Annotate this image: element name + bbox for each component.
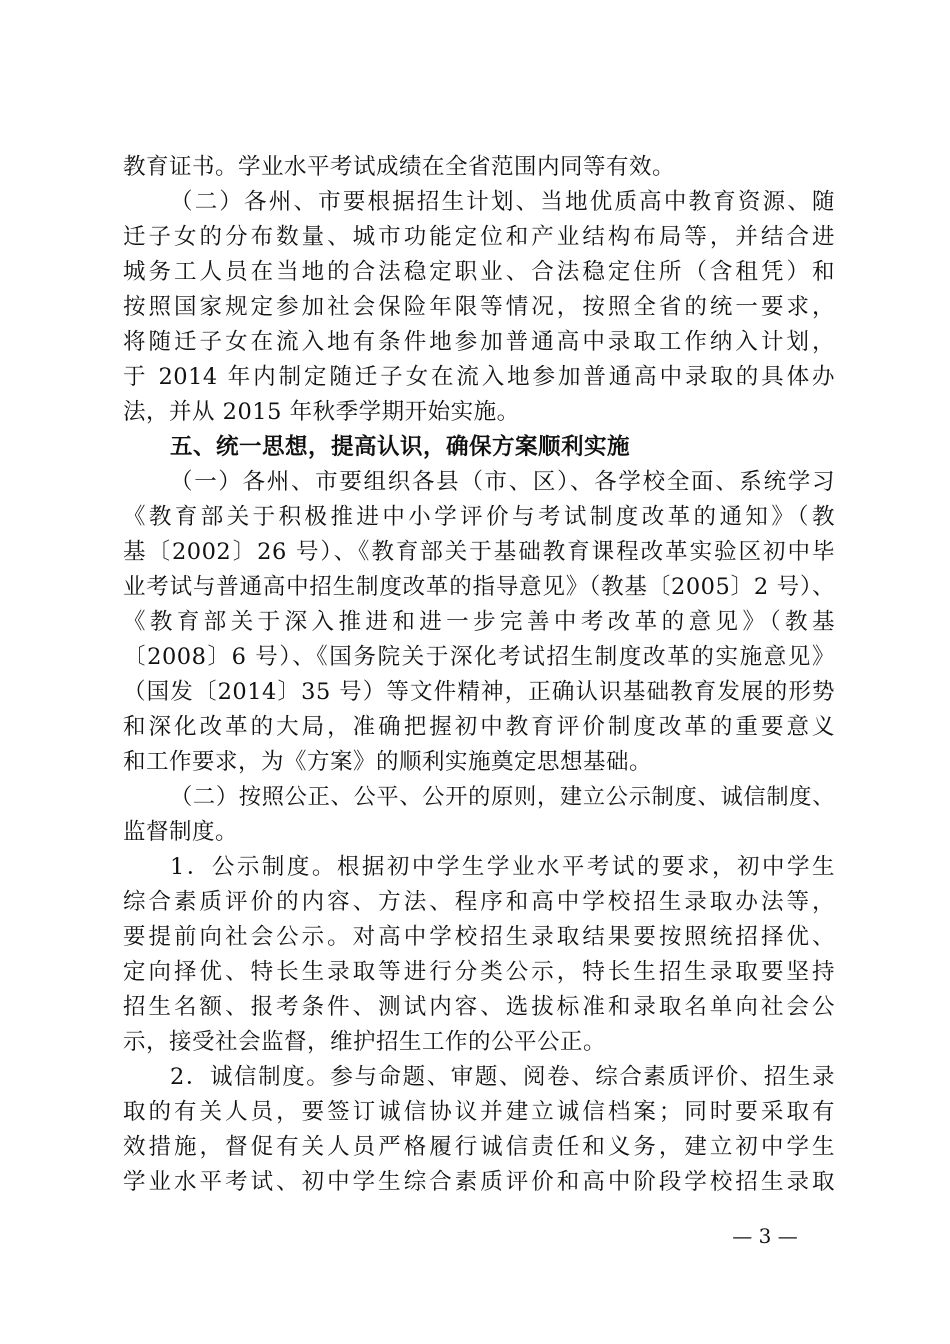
text-line: 按照国家规定参加社会保险年限等情况，按照全省的统一要求， [123,294,835,320]
text-line: 1．公示制度。根据初中学生学业水平考试的要求，初中学生 [170,854,835,880]
section-heading: 五、统一思想，提高认识，确保方案顺利实施 [170,434,631,460]
text-line: （一）各州、市要组织各县（市、区）、各学校全面、系统学习 [170,469,835,495]
text-line: 基〔2002〕26 号）、《教育部关于基础教育课程改革实验区初中毕 [123,539,835,565]
text-line: 和工作要求，为《方案》的顺利实施奠定思想基础。 [123,749,653,775]
text-line: 效措施，督促有关人员严格履行诚信责任和义务，建立初中学生 [123,1134,835,1160]
text-line: 教育证书。学业水平考试成绩在全省范围内同等有效。 [123,154,676,180]
text-line: （二）按照公正、公平、公开的原则，建立公示制度、诚信制度、 [170,784,835,810]
text-line: 要提前向社会公示。对高中学校招生录取结果要按照统招择优、 [123,924,835,950]
text-line: 《教育部关于积极推进中小学评价与考试制度改革的通知》（教 [123,504,835,530]
text-line: 招生名额、报考条件、测试内容、选拔标准和录取名单向社会公 [123,994,835,1020]
text-line: 学业水平考试、初中学生综合素质评价和高中阶段学校招生录取 [123,1169,835,1195]
text-line: 监督制度。 [123,819,239,845]
text-line: 于 2014 年内制定随迁子女在流入地参加普通高中录取的具体办 [123,364,835,390]
text-line: 取的有关人员，要签订诚信协议并建立诚信档案；同时要采取有 [123,1099,835,1125]
text-line: 《教育部关于深入推进和进一步完善中考改革的意见》（教基 [123,609,835,635]
text-line: 定向择优、特长生录取等进行分类公示，特长生招生录取要坚持 [123,959,835,985]
text-line: 业考试与普通高中招生制度改革的指导意见》（教基〔2005〕2 号）、 [123,574,835,600]
text-line: 综合素质评价的内容、方法、程序和高中学校招生录取办法等， [123,889,835,915]
text-line: 将随迁子女在流入地有条件地参加普通高中录取工作纳入计划， [123,329,835,355]
text-line: 2．诚信制度。参与命题、审题、阅卷、综合素质评价、招生录 [170,1064,835,1090]
text-line: 迁子女的分布数量、城市功能定位和产业结构布局等，并结合进 [123,224,835,250]
page-number: — 3 — [732,1224,798,1248]
document-body [123,150,835,1200]
text-line: 和深化改革的大局，准确把握初中教育评价制度改革的重要意义 [123,714,835,740]
text-line: 城务工人员在当地的合法稳定职业、合法稳定住所（含租凭）和 [123,259,835,285]
text-line: 示，接受社会监督，维护招生工作的公平公正。 [123,1029,607,1055]
text-line: （二）各州、市要根据招生计划、当地优质高中教育资源、随 [170,189,835,215]
text-line: 法，并从 2015 年秋季学期开始实施。 [123,399,520,425]
text-line: （国发〔2014〕35 号）等文件精神，正确认识基础教育发展的形势 [123,679,835,705]
text-line: 〔2008〕6 号）、《国务院关于深化考试招生制度改革的实施意见》 [123,644,835,670]
